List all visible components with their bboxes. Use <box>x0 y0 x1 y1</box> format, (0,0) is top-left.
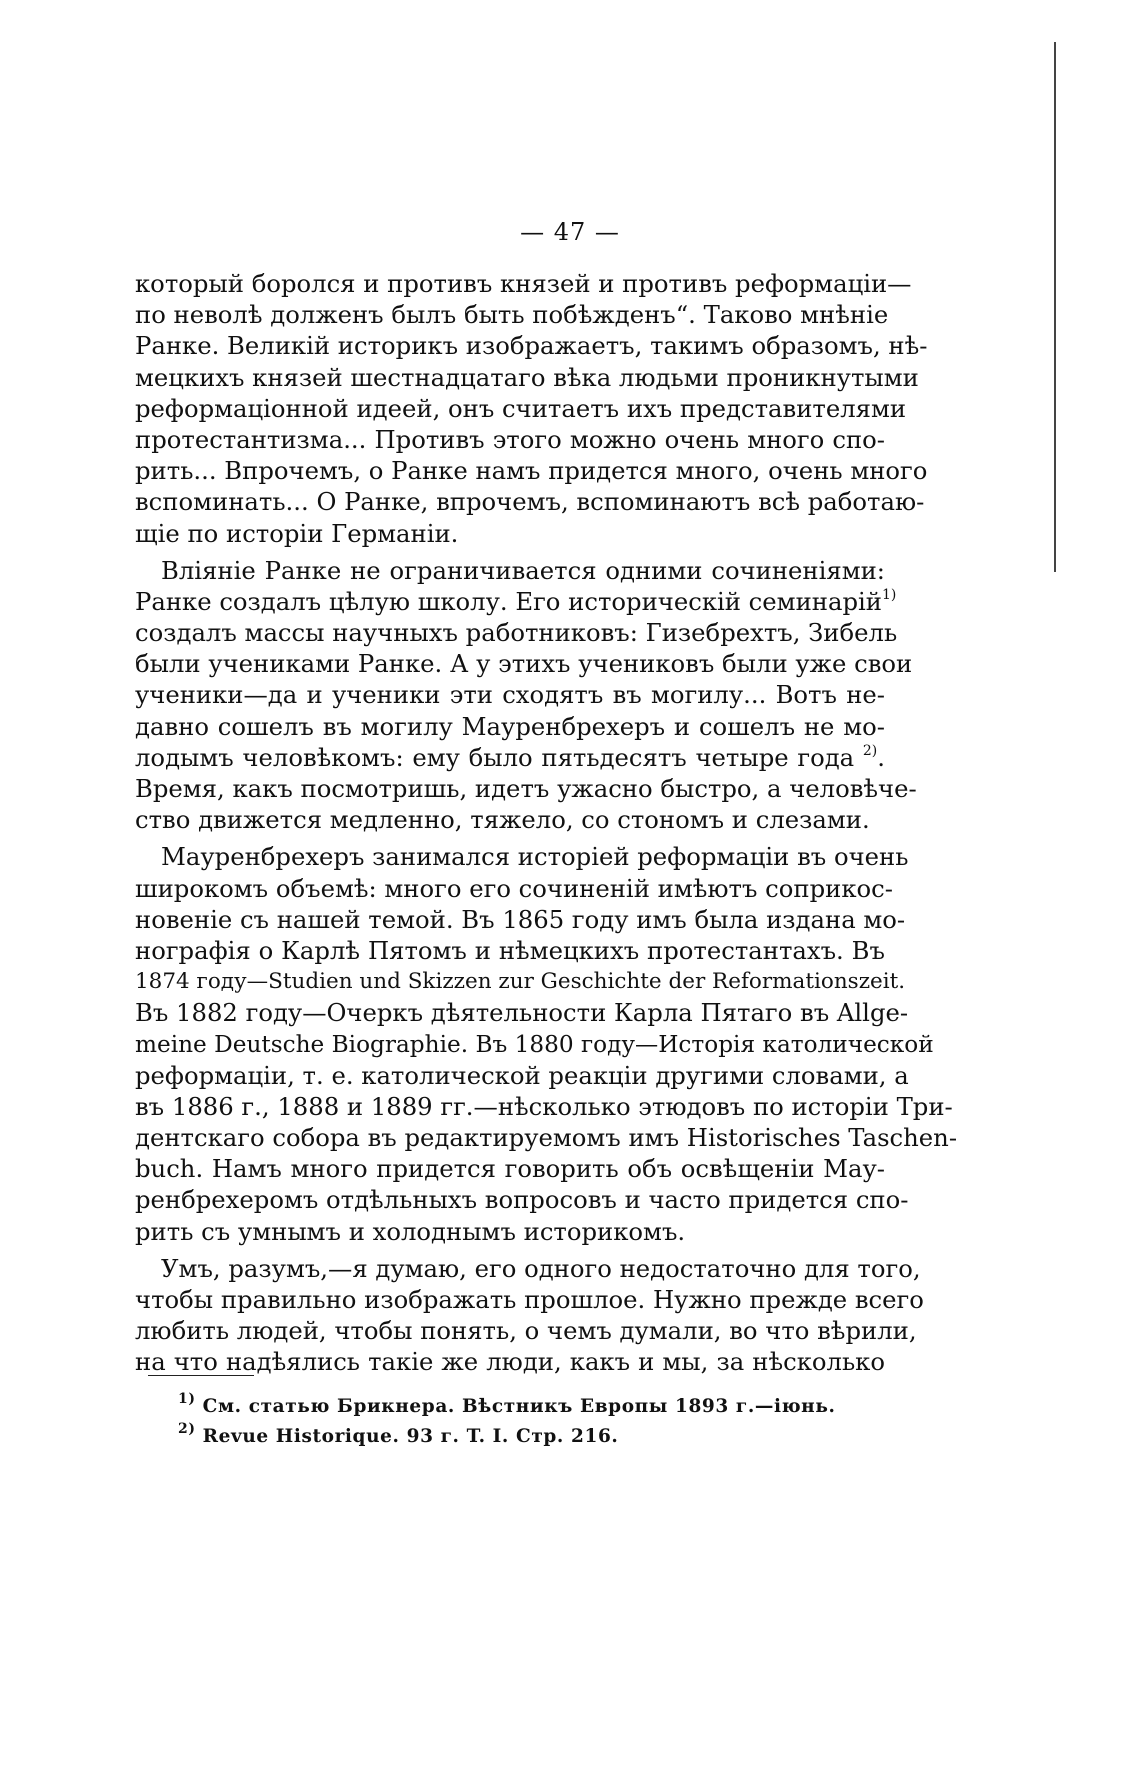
text-line: по неволѣ долженъ былъ быть побѣжденъ“. Таково мнѣніе <box>135 300 889 330</box>
footnote <box>178 1392 878 1422</box>
text-line: Время, какъ посмотришь, идетъ ужасно быстро, а человѣче- <box>135 774 917 803</box>
footnotes <box>178 1392 878 1452</box>
text-line: ученики—да и ученики эти сходятъ въ могилу... Вотъ не- <box>135 680 885 710</box>
footnote <box>178 1422 878 1452</box>
footnote-text: См. статью Брикнера. Вѣстникъ Европы 1893 г.—іюнь. <box>202 1396 836 1417</box>
text-line: вспоминать... О Ранке, впрочемъ, вспоминаютъ всѣ работаю- <box>135 487 925 517</box>
paragraph <box>135 268 928 549</box>
text-line: Умъ, разумъ,—я думаю, его одного недостаточно для того, <box>161 1253 921 1283</box>
text-line: протестантизма... Противъ этого можно очень много спо- <box>135 424 885 454</box>
footnote-reference: 1) <box>881 586 897 603</box>
text-line: рить съ умнымъ и холоднымъ историкомъ. <box>135 1216 686 1246</box>
text-line: въ 1886 г., 1888 и 1889 гг.—нѣсколько этюдовъ по исторіи Три- <box>135 1091 953 1121</box>
text-line: 1874 году—Studien und Skizzen zur Geschichte der Reformationszeit. <box>135 969 906 995</box>
text-line: были учениками Ранке. А у этихъ учениковъ были уже свои <box>135 649 913 679</box>
text-line: Ранке. Великій историкъ изображаетъ, такимъ образомъ, нѣ- <box>135 331 928 361</box>
scan-margin-line <box>1054 42 1056 572</box>
text-line: реформаціи, т. е. католической реакціи другими словами, а <box>135 1060 909 1090</box>
text-line: щіе по исторіи Германіи. <box>135 518 459 548</box>
footnote-divider <box>148 1375 254 1376</box>
text-line: широкомъ объемѣ: много его сочиненій имѣютъ соприкос- <box>135 873 893 903</box>
text-line: ство движется медленно, тяжело, со стономъ и слезами. <box>135 805 870 835</box>
paragraph <box>135 1253 924 1378</box>
paragraph <box>135 555 917 836</box>
footnote-mark: 2) <box>178 1420 196 1437</box>
text-line: на что надѣялись такіе же люди, какъ и мы, за нѣсколько <box>135 1347 885 1377</box>
text-line: новеніе съ нашей темой. Въ 1865 году имъ была издана мо- <box>135 904 906 934</box>
text-line: лодымъ человѣкомъ: ему было пятьдесятъ четыре года $^{2)}$. <box>135 742 885 772</box>
text-line: ренбрехеромъ отдѣльныхъ вопросовъ и часто придется спо- <box>135 1185 909 1215</box>
page-number: — 47 — <box>520 218 620 246</box>
footnote-reference: 2) <box>862 742 878 759</box>
paragraph <box>135 841 958 1246</box>
text-line-content: лодымъ человѣкомъ: ему было пятьдесятъ четыре года <box>135 742 855 772</box>
text-line: Мауренбрехеръ занимался исторіей реформаціи въ очень <box>161 842 909 872</box>
footnote-text: Revue Historique. 93 г. T. I. Стр. 216. <box>202 1426 619 1447</box>
text-line: Вліяніе Ранке не ограничивается одними сочиненіями: <box>161 555 885 585</box>
footnote-mark: 1) <box>178 1390 196 1407</box>
text-line: давно сошелъ въ могилу Мауренбрехеръ и сошелъ не мо- <box>135 711 885 741</box>
text-line: мецкихъ князей шестнадцатаго вѣка людьми проникнутыми <box>135 362 919 392</box>
text-line: buch. Намъ много придется говорить объ освѣщеніи Мау- <box>135 1154 885 1184</box>
text-line: дентскаго собора въ редактируемомъ имъ Historisches Taschen- <box>135 1123 958 1153</box>
text-line: любить людей, чтобы понять, о чемъ думали, во что вѣрили, <box>135 1316 917 1346</box>
text-line: реформаціонной идеей, онъ считаетъ ихъ представителями <box>135 393 907 423</box>
text-line: рить... Впрочемъ, о Ранке намъ придется много, очень много <box>135 456 928 486</box>
text-line: нографія о Карлѣ Пятомъ и нѣмецкихъ протестантахъ. Въ <box>135 935 885 965</box>
text-line <box>135 586 897 617</box>
body-text <box>135 268 958 1378</box>
text-line: создалъ массы научныхъ работниковъ: Гизебрехтъ, Зибель <box>135 618 898 648</box>
text-line: meine Deutsche Biographie. Въ 1880 году—Исторія католической <box>135 1030 934 1058</box>
text-line-content: Ранке создалъ цѣлую школу. Его историческій семинарій <box>135 586 882 616</box>
text-line: который боролся и противъ князей и противъ реформаціи— <box>135 269 912 298</box>
text-line: чтобы правильно изображать прошлое. Нужно прежде всего <box>135 1285 924 1314</box>
text-line: Въ 1882 году—Очеркъ дѣятельности Карла Пятаго въ Allge- <box>135 998 909 1028</box>
